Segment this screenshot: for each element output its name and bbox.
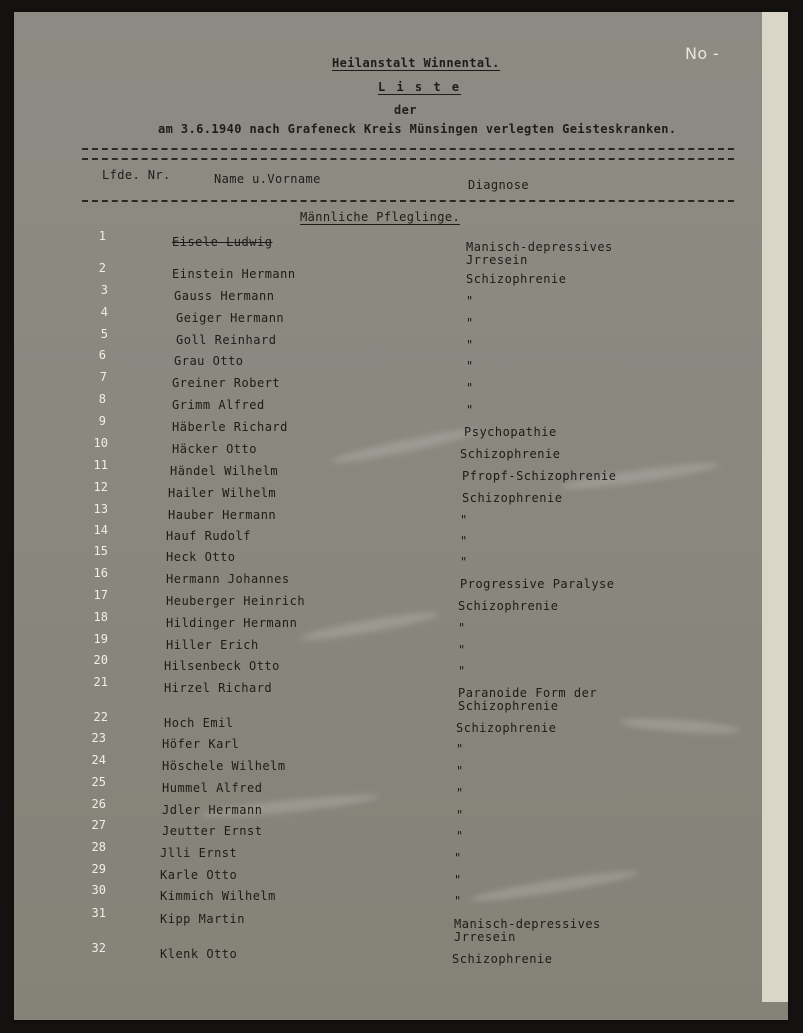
patient-name: Hauf Rudolf — [166, 529, 251, 543]
diagnosis: Schizophrenie — [456, 721, 557, 735]
column-header-separator — [82, 200, 734, 202]
patient-name: Grau Otto — [174, 354, 244, 368]
patient-name: Hailer Wilhelm — [168, 486, 277, 500]
row-number: 9 — [98, 414, 106, 428]
patient-name: Hoch Emil — [164, 716, 234, 730]
diagnosis: Schizophrenie — [452, 952, 553, 966]
row-number: 16 — [93, 566, 108, 580]
patient-name: Gauss Hermann — [174, 289, 275, 303]
diagnosis: Schizophrenie — [458, 599, 559, 613]
row-number: 11 — [93, 458, 108, 472]
institution-name: Heilanstalt Winnental. — [332, 56, 500, 70]
column-header-number: Lfde. Nr. — [102, 168, 171, 182]
row-number: 20 — [93, 653, 108, 667]
list-title: L i s t e — [378, 80, 462, 94]
row-number: 1 — [98, 229, 106, 243]
page-right-margin — [762, 12, 788, 1002]
diagnosis: " — [466, 338, 474, 352]
patient-name: Kimmich Wilhelm — [160, 889, 276, 903]
patient-name: Grimm Alfred — [172, 398, 265, 412]
patient-name: Greiner Robert — [172, 376, 281, 390]
diagnosis: " — [460, 555, 468, 569]
row-number: 19 — [93, 632, 108, 646]
row-number: 12 — [93, 480, 108, 494]
diagnosis: " — [458, 643, 466, 657]
row-number: 22 — [93, 710, 108, 724]
diagnosis: Progressive Paralyse — [460, 577, 615, 591]
section-title: Männliche Pfleglinge. — [300, 210, 461, 224]
patient-name: Häcker Otto — [172, 442, 257, 456]
diagnosis: " — [456, 742, 464, 756]
row-number: 10 — [93, 436, 108, 450]
diagnosis: " — [456, 764, 464, 778]
handwritten-corner-note: No - — [685, 44, 720, 63]
diagnosis: " — [456, 786, 464, 800]
header-separator — [82, 148, 734, 150]
row-number: 17 — [93, 588, 108, 602]
diagnosis: " — [456, 808, 464, 822]
column-header-name: Name u.Vorname — [214, 172, 321, 186]
row-number: 24 — [91, 753, 106, 767]
row-number: 31 — [91, 906, 106, 920]
column-header-diagnosis: Diagnose — [468, 178, 529, 192]
row-number: 23 — [91, 731, 106, 745]
row-number: 7 — [99, 370, 107, 384]
document-page — [14, 12, 788, 1020]
patient-name: Eisele Ludwig — [172, 235, 273, 249]
patient-name: Hermann Johannes — [166, 572, 290, 586]
diagnosis: " — [466, 359, 474, 373]
diagnosis: " — [454, 873, 462, 887]
row-number: 30 — [91, 883, 106, 897]
row-number: 6 — [98, 348, 106, 362]
patient-name: Hauber Hermann — [168, 508, 277, 522]
patient-name: Hildinger Hermann — [166, 616, 298, 630]
row-number: 4 — [100, 305, 108, 319]
patient-name: Hummel Alfred — [162, 781, 263, 795]
diagnosis: " — [456, 829, 464, 843]
diagnosis: " — [466, 316, 474, 330]
diagnosis: " — [460, 534, 468, 548]
row-number: 15 — [93, 544, 108, 558]
diagnosis: Pfropf-Schizophrenie — [462, 469, 617, 483]
patient-name: Händel Wilhelm — [170, 464, 279, 478]
diagnosis: " — [454, 851, 462, 865]
diagnosis: " — [454, 894, 462, 908]
patient-name: Häberle Richard — [172, 420, 288, 434]
header-separator — [82, 158, 734, 160]
row-number: 3 — [100, 283, 108, 297]
diagnosis: Manisch-depressives Jrresein — [466, 240, 613, 267]
patient-name: Jdler Hermann — [162, 803, 263, 817]
diagnosis: Schizophrenie — [466, 272, 567, 286]
patient-name: Jeutter Ernst — [162, 824, 263, 838]
patient-name: Einstein Hermann — [172, 267, 296, 281]
patient-name: Hiller Erich — [166, 638, 259, 652]
diagnosis: Schizophrenie — [462, 491, 563, 505]
patient-name: Klenk Otto — [160, 947, 238, 961]
diagnosis: Schizophrenie — [460, 447, 561, 461]
row-number: 25 — [91, 775, 106, 789]
row-number: 27 — [91, 818, 106, 832]
patient-name: Kipp Martin — [160, 912, 245, 926]
diagnosis: " — [458, 664, 466, 678]
diagnosis: " — [460, 513, 468, 527]
diagnosis: " — [466, 381, 474, 395]
document-subtitle: am 3.6.1940 nach Grafeneck Kreis Münsingen verlegten Geisteskranken. — [158, 122, 677, 136]
diagnosis: Paranoide Form der Schizophrenie — [458, 686, 598, 713]
row-number: 29 — [91, 862, 106, 876]
diagnosis: Psychopathie — [464, 425, 557, 439]
diagnosis: " — [466, 403, 474, 417]
patient-name: Heck Otto — [166, 550, 236, 564]
row-number: 26 — [91, 797, 106, 811]
row-number: 13 — [93, 502, 108, 516]
row-number: 2 — [98, 261, 106, 275]
patient-name: Heuberger Heinrich — [166, 594, 306, 608]
row-number: 5 — [100, 327, 108, 341]
row-number: 28 — [91, 840, 106, 854]
list-title-der: der — [394, 103, 417, 117]
row-number: 21 — [93, 675, 108, 689]
patient-name: Hilsenbeck Otto — [164, 659, 280, 673]
patient-name: Karle Otto — [160, 868, 238, 882]
diagnosis: Manisch-depressives Jrresein — [454, 917, 601, 944]
patient-name: Höschele Wilhelm — [162, 759, 286, 773]
patient-name: Hirzel Richard — [164, 681, 273, 695]
row-number: 8 — [98, 392, 106, 406]
diagnosis: " — [458, 621, 466, 635]
patient-name: Geiger Hermann — [176, 311, 285, 325]
row-number: 18 — [93, 610, 108, 624]
patient-name: Goll Reinhard — [176, 333, 277, 347]
row-number: 14 — [93, 523, 108, 537]
diagnosis: " — [466, 294, 474, 308]
row-number: 32 — [91, 941, 106, 955]
patient-name: Jlli Ernst — [160, 846, 238, 860]
patient-name: Höfer Karl — [162, 737, 240, 751]
